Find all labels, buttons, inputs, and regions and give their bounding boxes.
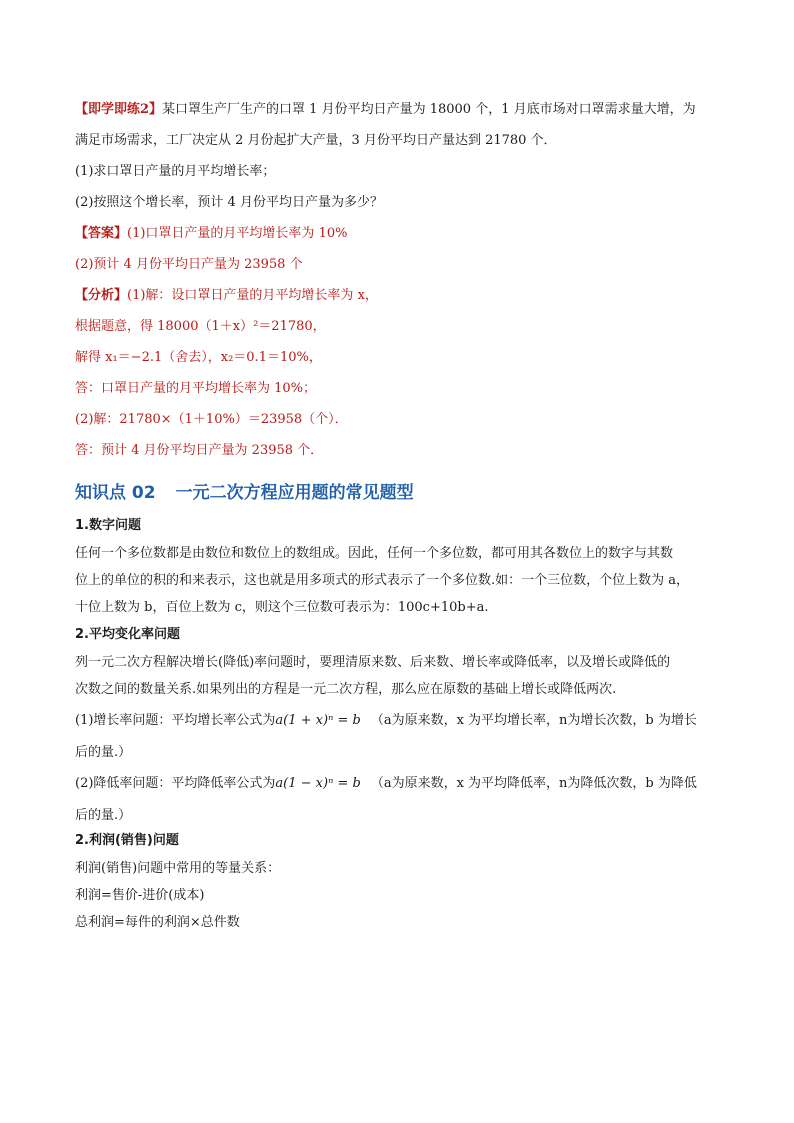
section-heading	[75, 482, 730, 516]
exercise-part1: (1)求口罩日产量的月平均增长率；	[75, 164, 276, 179]
analysis-line5: (2)解：21780×（1＋10%）＝23958（个）．	[75, 412, 348, 427]
growth-suffix: （a为原来数，x 为平均增长率，n为增长次数，b 为增长	[370, 713, 697, 728]
growth-formula: a(1 + x)ⁿ = b	[275, 713, 361, 728]
analysis-s1: (1)解：设口罩日产量的月平均增长率为 x，	[127, 288, 378, 303]
section-number: 知识点 02	[75, 483, 156, 503]
analysis-line1	[75, 286, 730, 317]
decline-rate-line	[75, 766, 730, 802]
answer-tag: 【答案】	[75, 226, 128, 241]
analysis-line2: 根据题意，得 18000（1＋x）²＝21780，	[75, 319, 326, 334]
topic2-body-line1: 列一元二次方程解决增长(降低)率问题时，要理清原来数、后来数、增长率或降低率，以及增长或降低的	[75, 655, 671, 670]
decline-suffix: （a为原来数，x 为平均降低率，n为降低次数，b 为降低	[370, 776, 697, 791]
topic3-body-line3: 总利润=每件的利润×总件数	[75, 915, 240, 930]
document-page	[75, 100, 730, 936]
topic3-body-line1: 利润(销售)问题中常用的等量关系：	[75, 861, 281, 876]
analysis-tag: 【分析】	[75, 288, 128, 303]
topic1-body-line2: 位上的单位的积的和来表示，这也就是用多项式的形式表示了一个多位数.如：一个三位数，个位上数为 a，	[75, 573, 690, 588]
exercise-q-line1: 某口罩生产厂生产的口罩 1 月份平均日产量为 18000 个，1 月底市场对口罩需求量大增，为	[162, 102, 696, 117]
topic3-body-line2: 利润=售价-进价(成本)	[75, 888, 205, 903]
section-title: 一元二次方程应用题的常见题型	[175, 483, 414, 503]
answer-block	[75, 224, 730, 472]
exercise-block	[75, 100, 730, 224]
exercise-tag: 【即学即练2】	[75, 102, 163, 117]
topic1-title: 1.数字问题	[75, 518, 141, 533]
answer-a1: (1)口罩日产量的月平均增长率为 10%	[127, 226, 348, 241]
growth-rate-line	[75, 703, 730, 739]
answer-line1	[75, 224, 730, 255]
topic3-title: 2.利润(销售)问题	[75, 833, 179, 848]
topic1-body-line1: 任何一个多位数都是由数位和数位上的数组成。因此，任何一个多位数，都可用其各数位上的数字与其数	[75, 546, 674, 561]
analysis-line6: 答：预计 4 月份平均日产量为 23958 个．	[75, 443, 324, 458]
growth-prefix: (1)增长率问题：平均增长率公式为	[75, 713, 276, 728]
growth-rate-cont: 后的量.）	[75, 745, 132, 760]
analysis-line4: 答：口罩日产量的月平均增长率为 10%；	[75, 381, 317, 396]
topic2-title: 2.平均变化率问题	[75, 627, 180, 642]
analysis-line3: 解得 x₁＝−2.1（舍去），x₂＝0.1＝10%，	[75, 350, 322, 365]
decline-rate-cont: 后的量.）	[75, 808, 132, 823]
answer-line2: (2)预计 4 月份平均日产量为 23958 个	[75, 257, 303, 272]
topic1-body-line3: 十位上数为 b，百位上数为 c，则这个三位数可表示为：100c+10b+a.	[75, 600, 489, 615]
exercise-part2: (2)按照这个增长率，预计 4 月份平均日产量为多少？	[75, 195, 383, 210]
decline-formula: a(1 − x)ⁿ = b	[275, 776, 361, 791]
topic2-body-line2: 次数之间的数量关系.如果列出的方程是一元二次方程，那么应在原数的基础上增长或降低两次.	[75, 682, 617, 697]
exercise-question-line2: 满足市场需求，工厂决定从 2 月份起扩大产量，3 月份平均日产量达到 21780 个．	[75, 133, 557, 148]
exercise-question-line1	[75, 100, 730, 131]
decline-prefix: (2)降低率问题：平均降低率公式为	[75, 776, 276, 791]
